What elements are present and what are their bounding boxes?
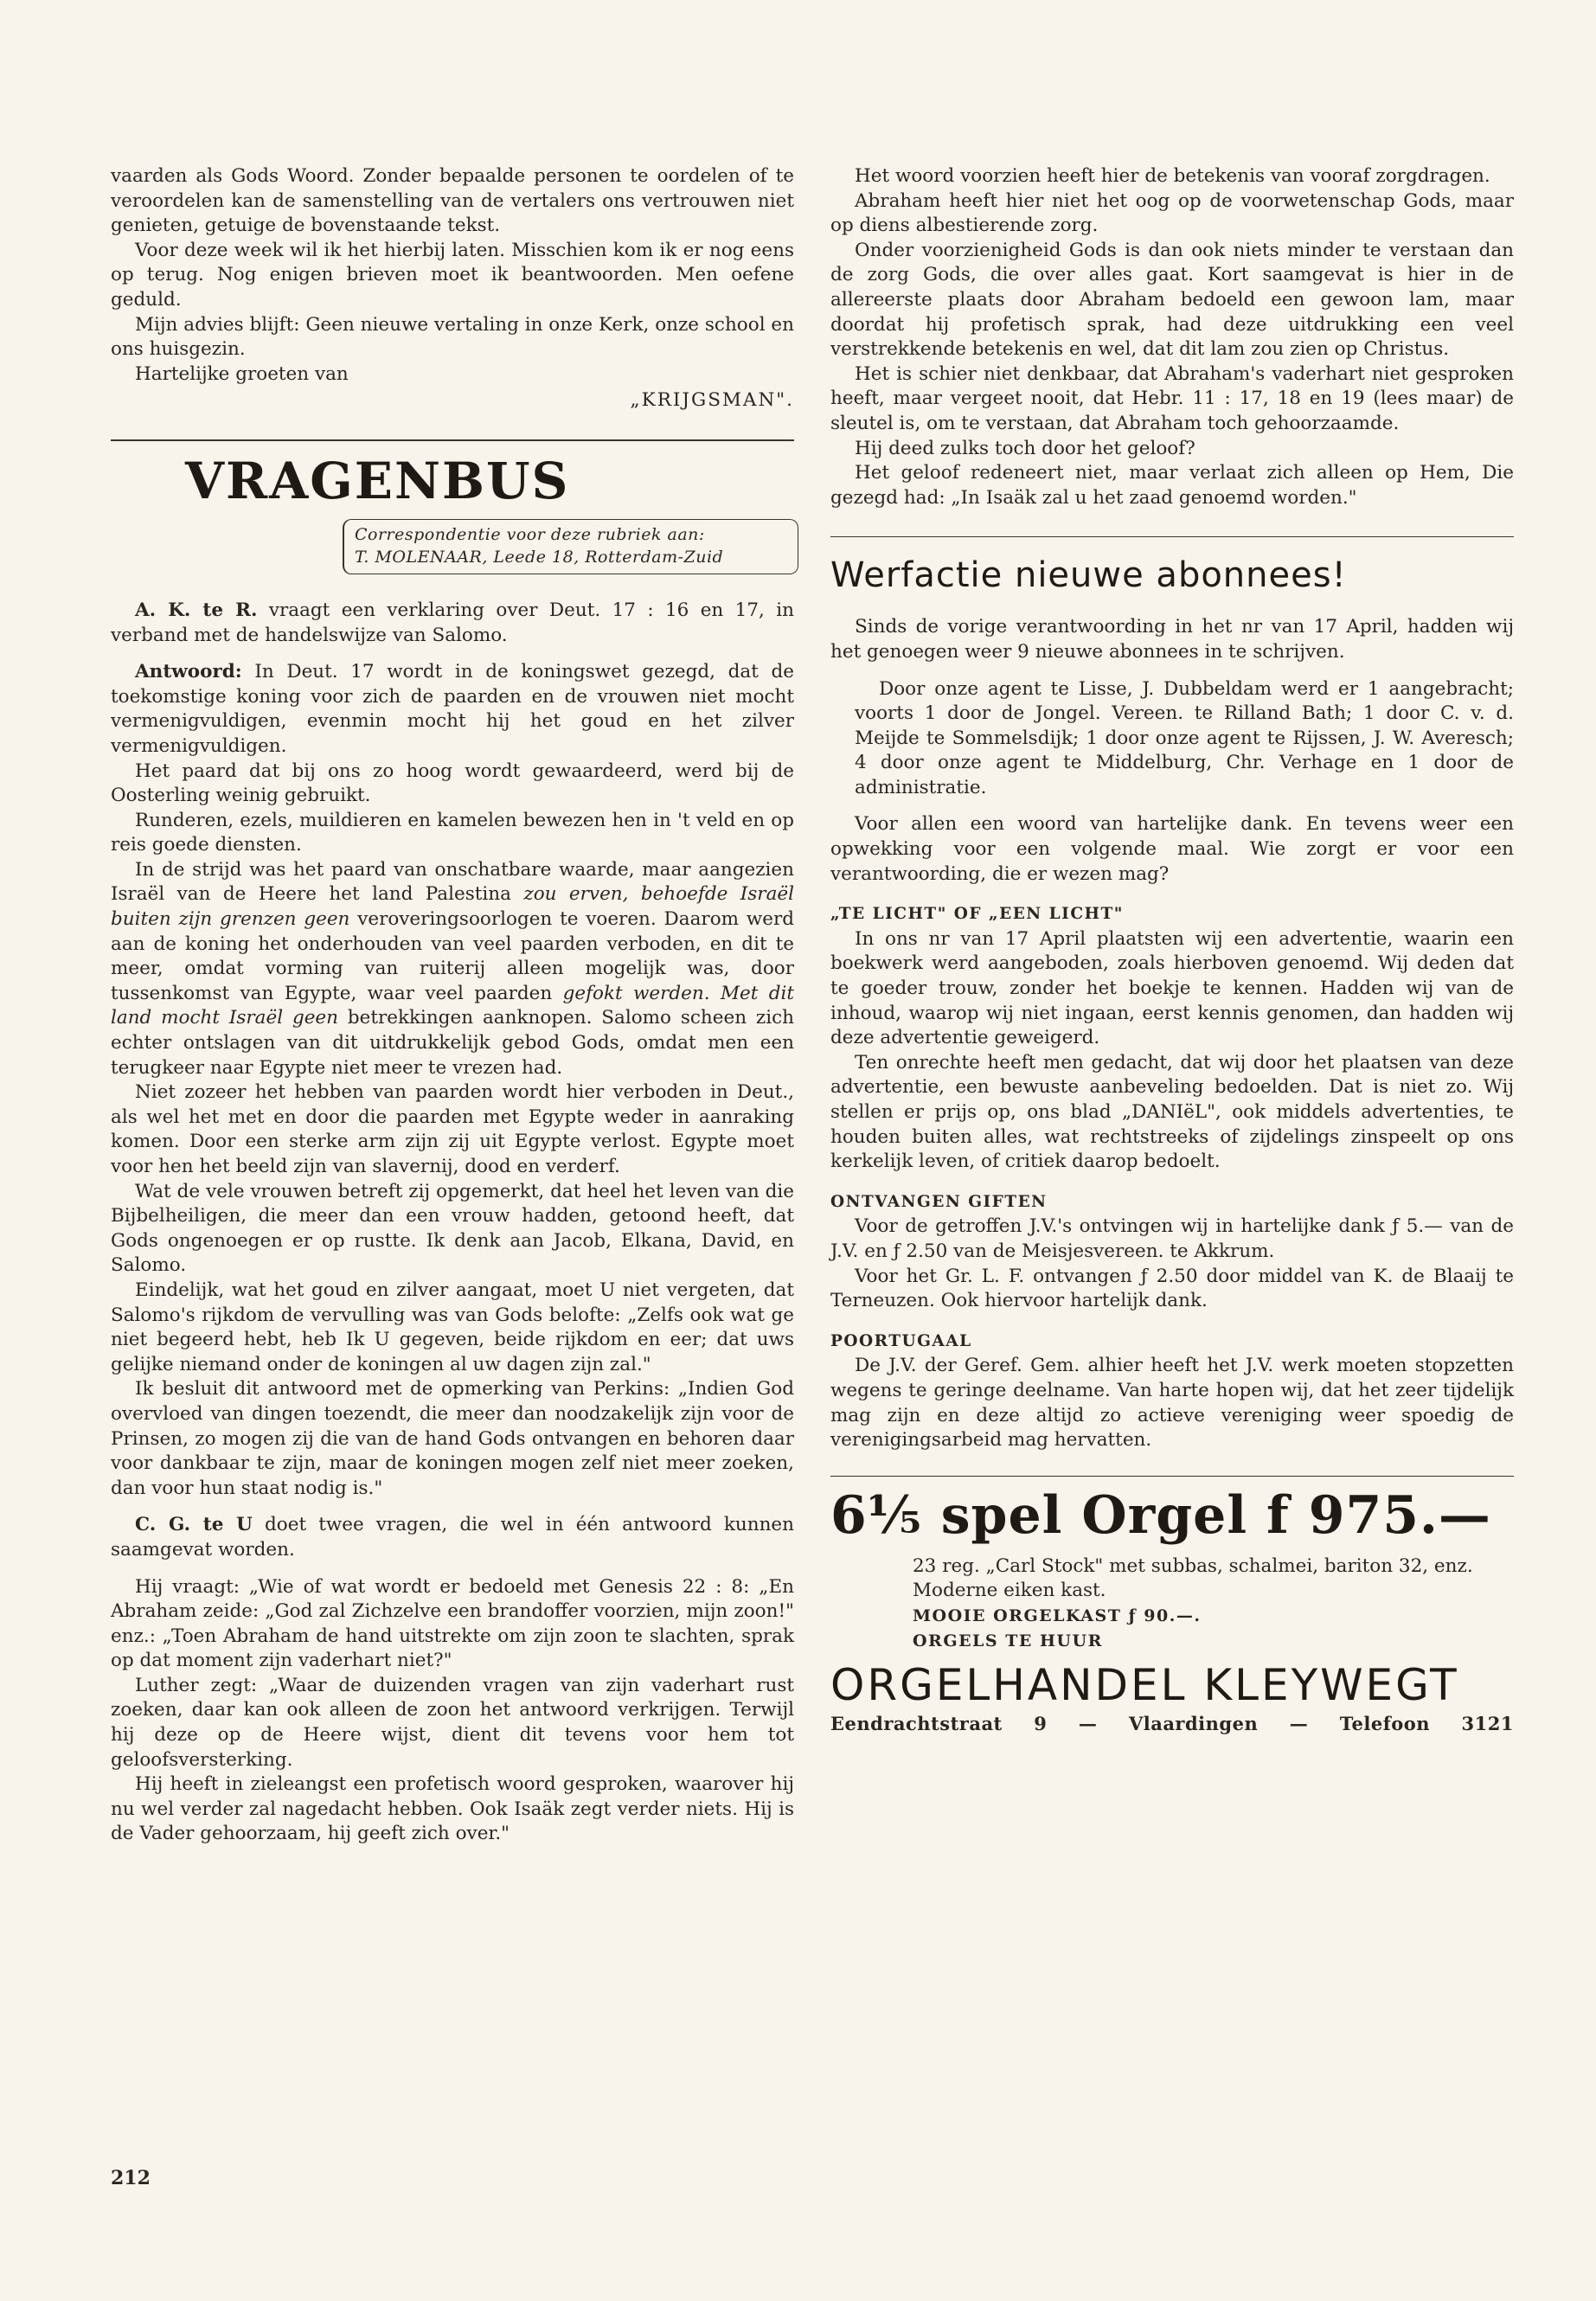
answer-paragraph: In de strijd was het paard van onschatbare waarde, maar aangezien Israël van de Heere het land Palestina zou erven, behoefde Israël buiten zijn grenzen geen veroveringsoorlogen te voeren. Daarom werd aan de koning het onderhouden van veel paarden verboden, en dit te meer, omdat vorming van ruiterij alleen mogelijk was, door tussenkomst van Egypte, waar veel paarden gefokt werden. Met dit land mocht Israël geen betrekkingen aanknopen. Salomo scheen zich echter ontslagen van dit uitdrukkelijk gebod Gods, omdat men een terugkeer naar Egypte niet meer te vrezen had.	[111, 858, 795, 1079]
werfactie-paragraph: Sinds de vorige verantwoording in het nr van 17 April, hadden wij het genoegen weer 9 nieuwe abonnees in te schrijven.	[830, 616, 1514, 663]
vragenbus-heading: VRAGENBUS	[185, 451, 570, 510]
signature: „KRIJGSMAN".	[630, 389, 794, 412]
right-paragraph: Het is schier niet denkbaar, dat Abraham's vaderhart niet gesproken heeft, maar vergeet nooit, dat Hebr. 11 : 17, 18 en 19 (lees maar) de sleutel is, om te verstaan, dat Abraham toch gehoorzaamde.	[830, 362, 1514, 434]
question-2-paragraph: Hij vraagt: „Wie of wat wordt er bedoeld met Genesis 22 : 8: „En Abraham zeide: „God zal Zichzelve een brandoffer voorzien, mijn zoon!" enz.: „Toen Abraham de hand uitstrekte om zijn zoon te slachten, sprak op dat moment zijn vaderhart niet?"	[111, 1575, 794, 1672]
right-paragraph: Hij deed zulks toch door het geloof?	[855, 437, 1195, 459]
ad-orgelkast: MOOIE ORGELKAST ƒ 90.—.	[913, 1606, 1202, 1625]
ad-divider	[830, 1476, 1514, 1477]
giften-paragraph: Voor de getroffen J.V.'s ontvingen wij in hartelijke dank ƒ 5.— van de J.V. en ƒ 2.50 van de Meisjesvereen. te Akkrum.	[830, 1215, 1514, 1262]
answer-paragraph: Runderen, ezels, muildieren en kamelen bewezen hen in 't veld en op reis goede diensten.	[111, 809, 794, 856]
question-2: C. G. te U doet twee vragen, die wel in één antwoord kunnen saamgevat worden.	[111, 1514, 795, 1561]
poortugaal-heading: POORTUGAAL	[830, 1331, 972, 1350]
right-paragraph: Onder voorzienigheid Gods is dan ook niets minder te verstaan dan de zorg Gods, die over alles gaat. Kort saamgevat is hier in de allereerste plaats door Abraham bedoeld een gewoon lam, maar doordat hij profetisch sprak, had deze uitdrukking een veel verstrekkende betekenis en wel, dat dit lam zou zien op Christus.	[830, 239, 1514, 361]
left-column	[111, 164, 794, 1847]
question-sender: A. K. te R.	[135, 599, 258, 621]
werfactie-heading: Werfactie nieuwe abonnees!	[830, 555, 1347, 596]
giften-paragraph: Voor het Gr. L. F. ontvangen ƒ 2.50 door middel van K. de Blaaij te Terneuzen. Ook hiervoor hartelijk dank.	[830, 1265, 1514, 1312]
question-2-paragraph: Luther zegt: „Waar de duizenden vragen van zijn vaderhart rust zoeken, daar kan ook alleen de zoon het antwoord verkrijgen. Terwijl hij deze op de Heere wijst, dient dit tevens voor hem tot geloofsversterking.	[111, 1674, 794, 1771]
page-number: 212	[111, 2167, 151, 2189]
licht-paragraph: In ons nr van 17 April plaatsten wij een advertentie, waarin een boekwerk werd aangeboden, zoals hierboven genoemd. Wij deden dat te goeder trouw, zonder het boekje te kennen. Hadden wij van de inhoud, waarop wij niet ingaan, eerst kennis genomen, dan hadden wij deze advertentie geweigerd.	[830, 927, 1514, 1049]
poortugaal-paragraph: De J.V. der Geref. Gem. alhier heeft het J.V. werk moeten stopzetten wegens te geringe deelname. Van harte hopen wij, dat het zeer tijdelijk mag zijn en deze altijd zo actieve vereniging weer spoedig de verenigingsarbeid mag hervatten.	[830, 1355, 1514, 1452]
correspondence-address: T. MOLENAAR, Leede 18, Rotterdam-Zuid	[355, 547, 724, 567]
answer-paragraph: Wat de vele vrouwen betreft zij opgemerkt, dat heel het leven van die Bijbelheiligen, die meer dan een vrouw hadden, getoond heeft, dat Gods ongenoegen er op rustte. Ik denk aan Jacob, Elkana, David, en Salomo.	[111, 1180, 794, 1277]
licht-paragraph: Ten onrechte heeft men gedacht, dat wij door het plaatsen van deze advertentie, een bewuste aanbeveling bedoelden. Dat is niet zo. Wij stellen er prijs op, ons blad „DANIëL", ook middels advertenties, te houden buiten alles, wat rechtstreeks of zijdelings zinspeelt op ons kerkelijk leven, of critiek daarop bedoelt.	[830, 1051, 1514, 1173]
intro-paragraph: vaarden als Gods Woord. Zonder bepaalde personen te oordelen of te veroordelen kan de samenstelling van de vertalers ons vertrouwen niet genieten, getuige de bovenstaande tekst.	[111, 165, 794, 237]
ad-huur: ORGELS TE HUUR	[913, 1631, 1103, 1650]
ad-company-name: ORGELHANDEL KLEYWEGT	[830, 1660, 1459, 1711]
right-paragraph: Het geloof redeneert niet, maar verlaat zich alleen op Hem, Die gezegd had: „In Isaäk zal u het zaad genoemd worden."	[830, 462, 1514, 509]
section-divider	[830, 536, 1514, 537]
intro-paragraph: Hartelijke groeten van	[135, 362, 349, 385]
right-paragraph: Abraham heeft hier niet het oog op de voorwetenschap Gods, maar op diens albestierende zorg.	[830, 189, 1514, 237]
answer-intro: Antwoord: In Deut. 17 wordt in de koningswet gezegd, dat de toekomstige koning voor zich de paarden en de vrouwen niet mocht vermenigvuldigen, evenmin mocht hij het goud en het zilver vermenigvuldigen.	[111, 661, 794, 757]
answer-paragraph: Het paard dat bij ons zo hoog wordt gewaardeerd, werd bij de Oosterling weinig gebruikt.	[111, 760, 794, 807]
answer-paragraph: Niet zozeer het hebben van paarden wordt hier verboden in Deut., als wel het met en door die paarden met Egypte weder in aanraking komen. Door een sterke arm zijn zij uit Egypte verlost. Egypte moet voor hen het beeld zijn van slavernij, dood en verderf.	[111, 1081, 794, 1177]
section-divider	[111, 439, 794, 441]
ad-description: 23 reg. „Carl Stock" met subbas, schalmei, bariton 32, enz. Moderne eiken kast.	[913, 1554, 1473, 1602]
answer-label: Antwoord:	[135, 661, 242, 683]
answer-paragraph: Ik besluit dit antwoord met de opmerking van Perkins: „Indien God overvloed van dingen toezendt, die meer dan noodzakelijk zijn voor de Prinsen, zo mogen zij die van de hand Gods ontvangen en behoren daar voor dankbaar te zijn, maar de koningen mogen zelf niet meer zoeken, dan voor hun staat nodig is."	[111, 1378, 794, 1499]
question-2-paragraph: Hij heeft in zieleangst een profetisch woord gesproken, waarover hij nu wel verder zal nagedacht hebben. Ook Isaäk zegt verder niets. Hij is de Vader gehoorzaam, hij geeft zich over."	[111, 1773, 794, 1845]
correspondence-line: Correspondentie voor deze rubriek aan:	[355, 524, 705, 544]
question-sender: C. G. te U	[135, 1514, 253, 1536]
right-column	[830, 164, 1514, 1737]
correspondence-box	[343, 519, 798, 574]
ad-body	[913, 1554, 1514, 1653]
licht-heading: „TE LICHT" OF „EEN LICHT"	[830, 905, 1124, 924]
giften-heading: ONTVANGEN GIFTEN	[830, 1192, 1048, 1211]
intro-paragraph: Voor deze week wil ik het hierbij laten. Misschien kom ik er nog eens op terug. Nog enigen brieven moet ik beantwoorden. Men oefene geduld.	[111, 239, 794, 311]
werfactie-paragraph: Voor allen een woord van hartelijke dank. En tevens weer een opwekking voor een volgende maal. Wie zorgt er voor een verantwoording, die er wezen mag?	[830, 813, 1514, 885]
intro-paragraph: Mijn advies blijft: Geen nieuwe vertaling in onze Kerk, onze school en ons huisgezin.	[111, 313, 794, 361]
ad-address: Eendrachtstraat 9 — Vlaardingen — Telefoon 3121	[830, 1713, 1514, 1735]
werfactie-list: Door onze agent te Lisse, J. Dubbeldam werd er 1 aangebracht; voorts 1 door de Jongel. Vereen. te Rilland Bath; 1 door C. v. d. Meijde te Sommelsdijk; 1 door onze agent te Rijssen, J. W. Averesch; 4 door onze agent te Middelburg, Chr. Verhage en 1 door de administratie.	[855, 677, 1514, 798]
right-paragraph: Het woord voorzien heeft hier de betekenis van vooraf zorgdragen.	[855, 165, 1490, 187]
question-1: A. K. te R. vraagt een verklaring over Deut. 17 : 16 en 17, in verband met de handelswijze van Salomo.	[111, 599, 794, 646]
answer-paragraph: Eindelijk, wat het goud en zilver aangaat, moet U niet vergeten, dat Salomo's rijkdom de vervulling was van Gods belofte: „Zelfs ook wat ge niet begeerd hebt, heb Ik U gegeven, beide rijkdom en eer; dat uws gelijke niemand onder de koningen al uw dagen zijn zal."	[111, 1279, 794, 1375]
ad-price-headline: 6⅕ spel Orgel f 975.—	[830, 1484, 1491, 1546]
